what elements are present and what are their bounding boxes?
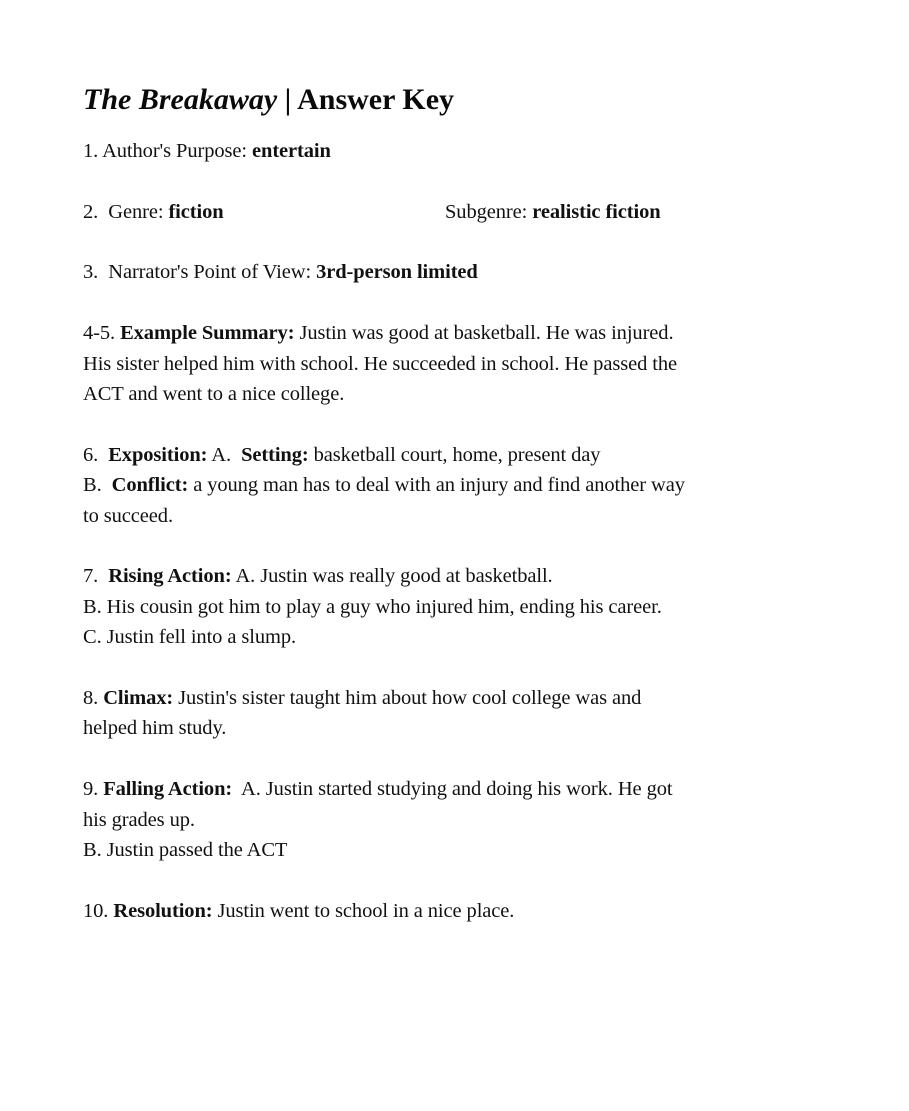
item-text: A. Justin started studying and doing his work. He got — [232, 778, 673, 800]
item-label: Narrator's Point of View: — [108, 261, 317, 283]
subgenre — [445, 197, 661, 227]
falling-action-line-1 — [83, 774, 672, 804]
item-number: 3. — [83, 261, 109, 283]
item-number: 7. — [83, 565, 109, 587]
subgenre-answer: realistic fiction — [532, 201, 661, 223]
title-suffix: Answer Key — [297, 83, 455, 116]
item-number: 1. — [83, 140, 103, 162]
item-resolution — [83, 896, 514, 926]
item-text: Justin went to school in a nice place. — [212, 900, 515, 922]
page-title — [83, 80, 454, 120]
item-point-of-view — [83, 257, 478, 287]
climax-line-2: helped him study. — [83, 717, 227, 739]
item-label: Resolution: — [113, 900, 213, 922]
item-text: A. Justin was really good at basketball. — [231, 565, 553, 587]
item-number: 10. — [83, 900, 114, 922]
exposition-line-1 — [83, 440, 600, 470]
item-label: Exposition: — [108, 444, 208, 466]
item-text: Justin was good at basketball. He was injured. — [294, 322, 674, 344]
summary-line-1 — [83, 318, 673, 348]
rising-action-line-2: B. His cousin got him to play a guy who injured him, ending his career. — [83, 596, 662, 618]
item-text: Justin's sister taught him about how cool college was and — [173, 687, 642, 709]
setting-label: Setting: — [241, 444, 309, 466]
item-label: Rising Action: — [108, 565, 232, 587]
story-title: The Breakaway — [83, 83, 278, 116]
item-answer: entertain — [252, 140, 331, 162]
title-separator: | — [277, 83, 298, 116]
summary-line-3: ACT and went to a nice college. — [83, 383, 345, 405]
subgenre-label: Subgenre: — [445, 201, 533, 223]
item-number: 6. — [83, 444, 109, 466]
item-authors-purpose — [83, 136, 331, 166]
item-number: 9. — [83, 778, 104, 800]
item-label: Falling Action: — [103, 778, 233, 800]
rising-action-line-1 — [83, 561, 553, 591]
sub-item-prefix: A. — [207, 444, 242, 466]
item-label: Climax: — [103, 687, 174, 709]
climax-line-1 — [83, 683, 641, 713]
exposition-line-3: to succeed. — [83, 505, 173, 527]
item-label: Example Summary: — [120, 322, 295, 344]
item-number: 2. — [83, 201, 109, 223]
item-number: 4-5. — [83, 322, 121, 344]
conflict-label: Conflict: — [111, 474, 189, 496]
summary-line-2: His sister helped him with school. He succeeded in school. He passed the — [83, 353, 677, 375]
conflict-text: a young man has to deal with an injury and find another way — [188, 474, 685, 496]
item-genre — [83, 197, 883, 227]
item-label: Author's Purpose: — [102, 140, 253, 162]
item-label: Genre: — [108, 201, 169, 223]
exposition-line-2 — [83, 470, 685, 500]
falling-action-line-2: his grades up. — [83, 809, 195, 831]
rising-action-line-3: C. Justin fell into a slump. — [83, 626, 297, 648]
item-answer: 3rd-person limited — [316, 261, 478, 283]
setting-text: basketball court, home, present day — [308, 444, 601, 466]
sub-item-prefix: B. — [83, 474, 112, 496]
item-answer: fiction — [168, 201, 224, 223]
falling-action-line-3: B. Justin passed the ACT — [83, 839, 288, 861]
item-number: 8. — [83, 687, 104, 709]
